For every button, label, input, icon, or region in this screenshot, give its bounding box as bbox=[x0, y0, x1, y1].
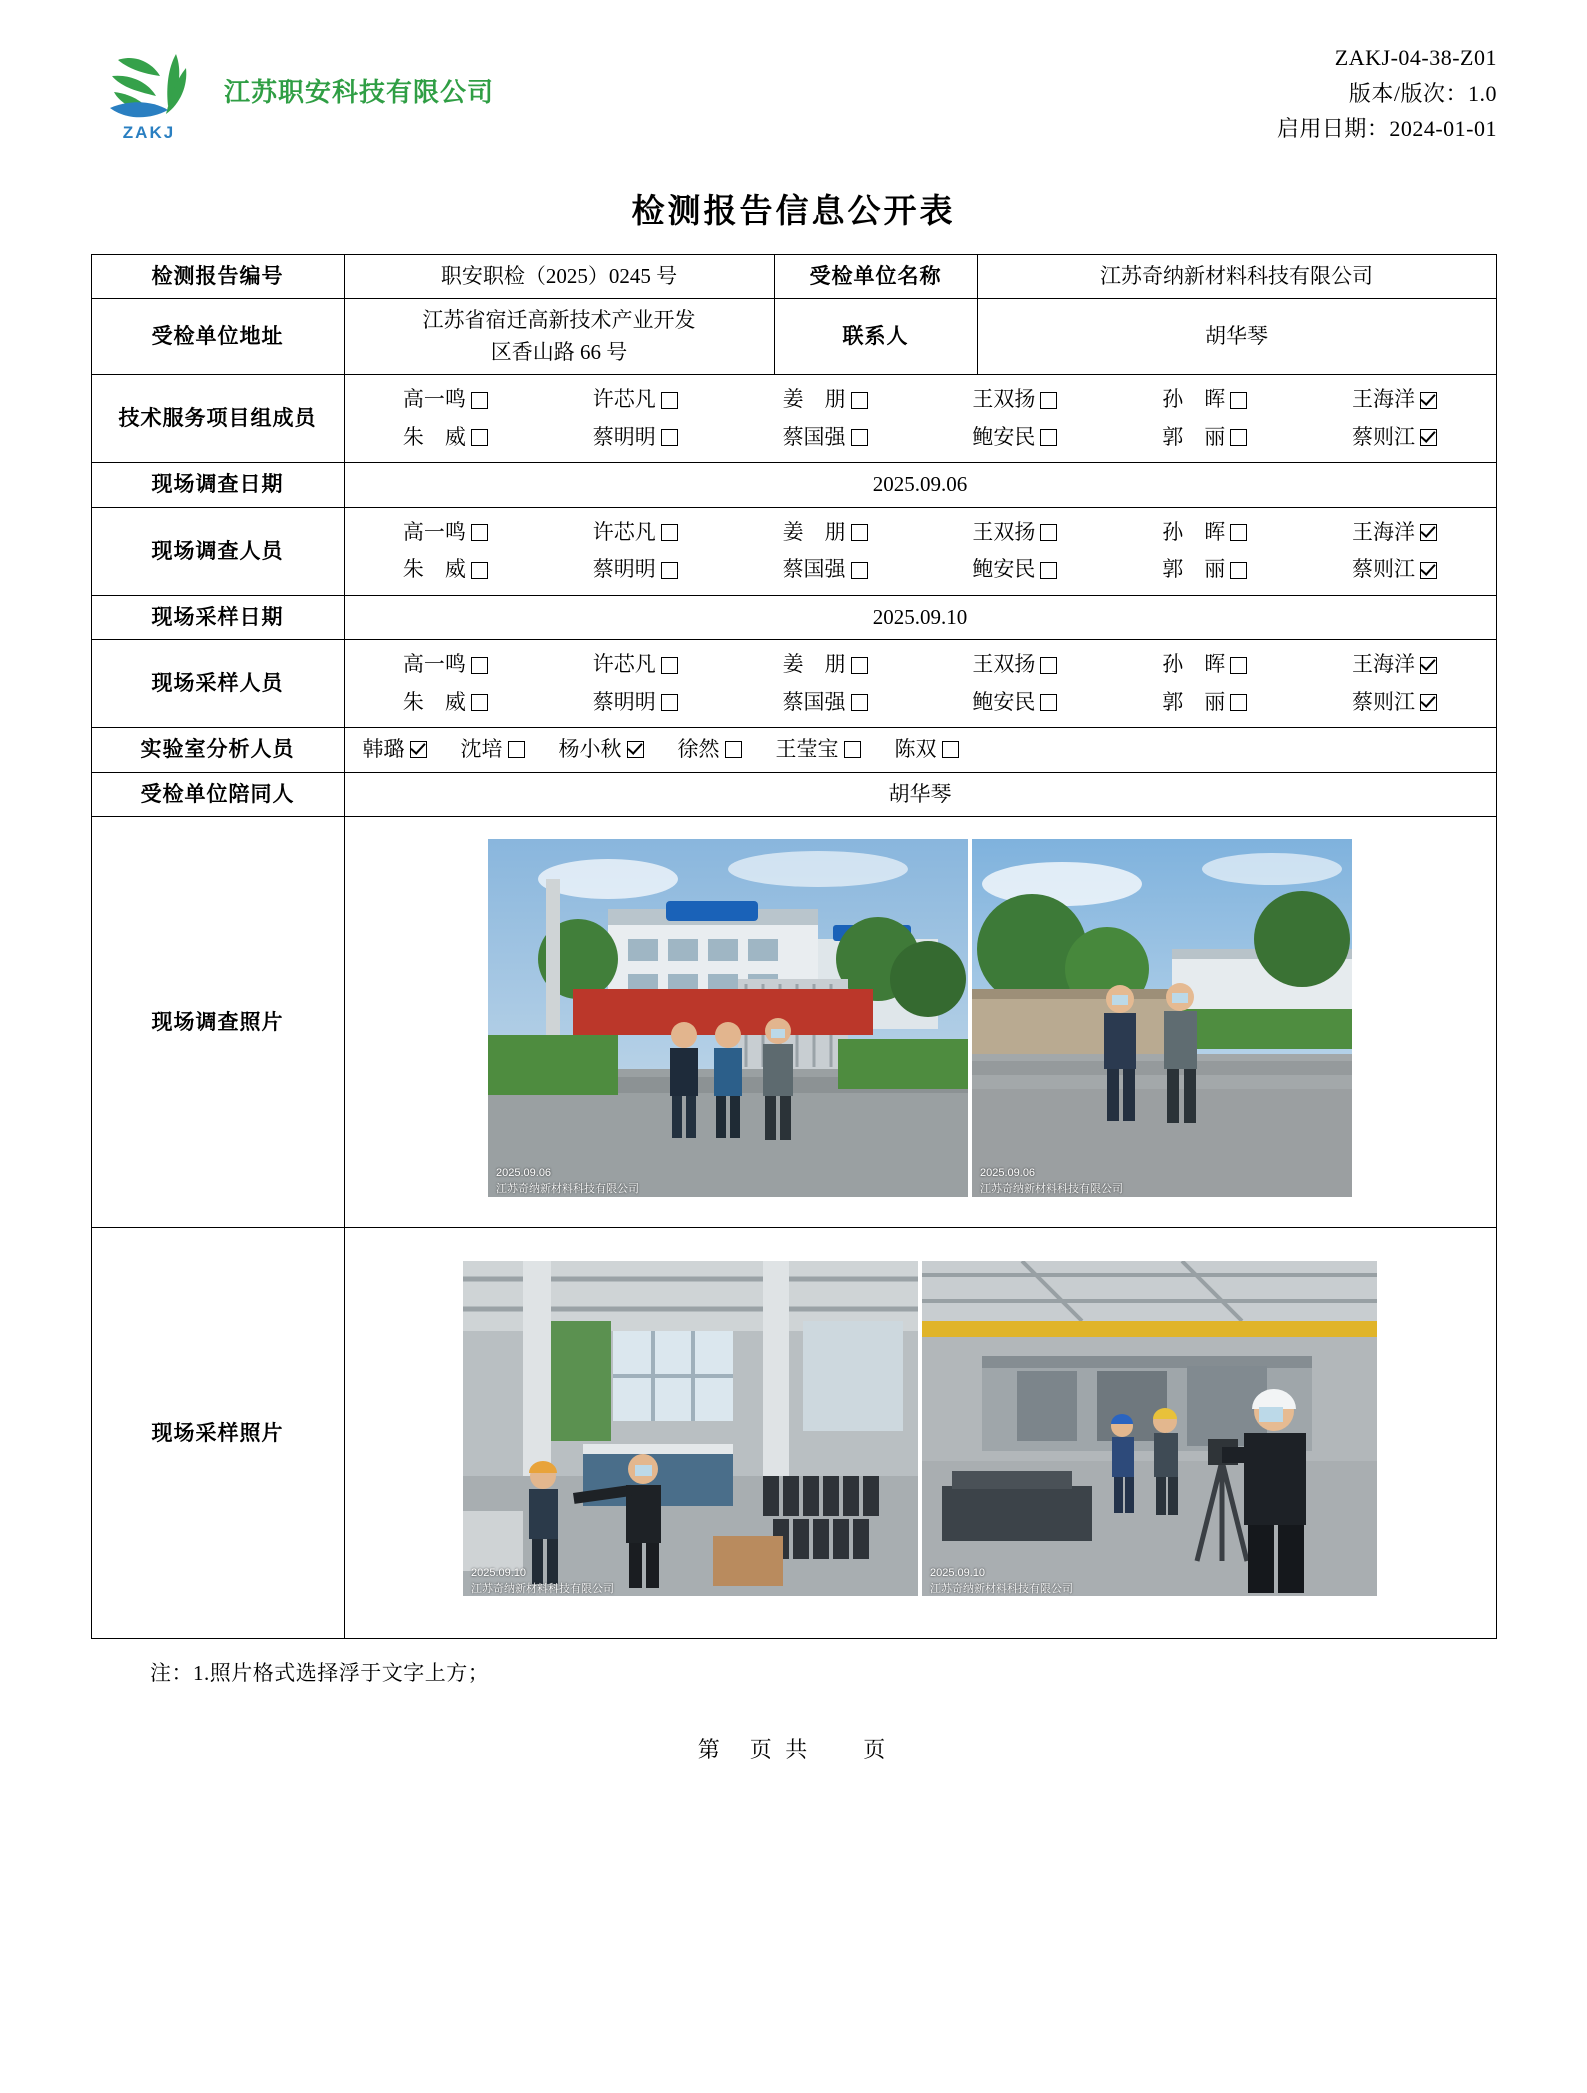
survey-member[interactable] bbox=[540, 514, 730, 552]
survey-member[interactable] bbox=[920, 551, 1110, 589]
sampling-member[interactable] bbox=[1300, 646, 1490, 684]
team-row-2 bbox=[351, 419, 1490, 457]
label-sampling-people: 现场采样人员 bbox=[91, 640, 344, 728]
team-member[interactable] bbox=[351, 419, 541, 457]
table-row-address bbox=[91, 299, 1496, 375]
team-member-checklist bbox=[344, 375, 1496, 463]
lab-member[interactable] bbox=[461, 734, 525, 766]
label-survey-people: 现场调查人员 bbox=[91, 507, 344, 595]
value-client-name: 江苏奇纳新材料科技有限公司 bbox=[977, 254, 1496, 299]
checkbox[interactable] bbox=[844, 741, 861, 758]
checkbox[interactable] bbox=[661, 429, 678, 446]
value-sampling-date: 2025.09.10 bbox=[344, 595, 1496, 640]
survey-row-1 bbox=[351, 514, 1490, 552]
doc-effective-date: 启用日期：2024-01-01 bbox=[1276, 116, 1497, 142]
member-name: 蔡国强 bbox=[782, 424, 846, 449]
checkbox[interactable] bbox=[1420, 524, 1437, 541]
value-report-no: 职安职检（2025）0245 号 bbox=[344, 254, 774, 299]
checkbox[interactable] bbox=[1230, 392, 1247, 409]
member-name: 徐然 bbox=[677, 737, 720, 762]
team-row-1 bbox=[351, 381, 1490, 419]
company-name: 江苏职安科技有限公司 bbox=[224, 77, 495, 107]
checkbox[interactable] bbox=[851, 694, 868, 711]
survey-member[interactable] bbox=[1110, 551, 1300, 589]
table-row-escort bbox=[91, 772, 1496, 817]
sampling-people-checklist bbox=[344, 640, 1496, 728]
page-title: 检测报告信息公开表 bbox=[631, 193, 956, 230]
member-name: 蔡则江 bbox=[1352, 557, 1416, 582]
value-survey-date: 2025.09.06 bbox=[344, 463, 1496, 508]
table-row-report-no bbox=[91, 254, 1496, 299]
photo-caption: 江苏奇纳新材料科技有限公司 bbox=[471, 1582, 614, 1595]
checkbox[interactable] bbox=[1230, 562, 1247, 579]
table-row-survey-photos bbox=[91, 817, 1496, 1228]
member-name: 蔡国强 bbox=[782, 689, 846, 714]
checkbox[interactable] bbox=[1420, 429, 1437, 446]
checkbox[interactable] bbox=[508, 741, 525, 758]
team-member[interactable] bbox=[1110, 381, 1300, 419]
footer-note: 注：1.照片格式选择浮于文字上方； bbox=[150, 1661, 490, 1686]
photo-stamp bbox=[471, 1566, 614, 1598]
checkbox[interactable] bbox=[627, 741, 644, 758]
page-number: 第 页 共 页 bbox=[697, 1737, 890, 1763]
checkbox[interactable] bbox=[851, 392, 868, 409]
lab-member[interactable] bbox=[678, 734, 742, 766]
member-name: 王双扬 bbox=[972, 652, 1036, 677]
member-name: 孙 晖 bbox=[1162, 519, 1226, 544]
table-row-sampling-people bbox=[91, 640, 1496, 728]
photo-caption: 江苏奇纳新材料科技有限公司 bbox=[496, 1183, 639, 1196]
sampling-row-2 bbox=[351, 684, 1490, 722]
team-member[interactable] bbox=[1110, 419, 1300, 457]
checkbox[interactable] bbox=[1420, 392, 1437, 409]
member-name: 蔡则江 bbox=[1352, 424, 1416, 449]
photo-stamp bbox=[930, 1566, 1073, 1598]
client-address-line1: 江苏省宿迁高新技术产业开发 bbox=[422, 308, 696, 333]
value-client-address bbox=[344, 299, 774, 375]
checkbox[interactable] bbox=[1420, 562, 1437, 579]
member-name: 许芯凡 bbox=[592, 519, 656, 544]
survey-member[interactable] bbox=[920, 514, 1110, 552]
member-name: 许芯凡 bbox=[592, 387, 656, 412]
report-info-table bbox=[91, 254, 1497, 1640]
label-lab-people: 实验室分析人员 bbox=[91, 728, 344, 773]
table-row-team bbox=[91, 375, 1496, 463]
label-survey-date: 现场调查日期 bbox=[91, 463, 344, 508]
lab-member[interactable] bbox=[363, 734, 427, 766]
lab-member[interactable] bbox=[776, 734, 861, 766]
checkbox[interactable] bbox=[471, 392, 488, 409]
lab-people-checklist bbox=[344, 728, 1496, 773]
checkbox[interactable] bbox=[1040, 694, 1057, 711]
sampling-photo-2 bbox=[922, 1261, 1377, 1606]
checkbox[interactable] bbox=[1230, 524, 1247, 541]
checkbox[interactable] bbox=[661, 694, 678, 711]
checkbox[interactable] bbox=[1040, 429, 1057, 446]
team-member[interactable] bbox=[1300, 381, 1490, 419]
checkbox[interactable] bbox=[471, 429, 488, 446]
member-name: 姜 朋 bbox=[782, 519, 846, 544]
member-name: 王海洋 bbox=[1352, 519, 1416, 544]
survey-member[interactable] bbox=[351, 514, 541, 552]
team-member[interactable] bbox=[730, 381, 920, 419]
member-name: 郭 丽 bbox=[1162, 424, 1226, 449]
checkbox[interactable] bbox=[851, 429, 868, 446]
table-row-sampling-date bbox=[91, 595, 1496, 640]
document-header bbox=[90, 0, 1497, 147]
member-name: 蔡明明 bbox=[592, 689, 656, 714]
label-sampling-photos: 现场采样照片 bbox=[91, 1228, 344, 1639]
team-member[interactable] bbox=[920, 419, 1110, 457]
checkbox[interactable] bbox=[1420, 694, 1437, 711]
label-team: 技术服务项目组成员 bbox=[91, 375, 344, 463]
sampling-photo-1 bbox=[463, 1261, 918, 1606]
label-survey-photos: 现场调查照片 bbox=[91, 817, 344, 1228]
checkbox[interactable] bbox=[471, 562, 488, 579]
survey-photo-cell bbox=[344, 817, 1496, 1228]
company-logo-icon bbox=[90, 34, 208, 146]
sampling-photo-cell bbox=[344, 1228, 1496, 1639]
sampling-member[interactable] bbox=[730, 684, 920, 722]
photo-date: 2025.09.06 bbox=[496, 1167, 552, 1180]
sampling-member[interactable] bbox=[351, 646, 541, 684]
photo-date: 2025.09.06 bbox=[980, 1167, 1036, 1180]
member-name: 许芯凡 bbox=[592, 652, 656, 677]
photo-date: 2025.09.10 bbox=[471, 1566, 527, 1579]
checkbox[interactable] bbox=[1230, 429, 1247, 446]
member-name: 蔡明明 bbox=[592, 557, 656, 582]
label-escort: 受检单位陪同人 bbox=[91, 772, 344, 817]
member-name: 朱 威 bbox=[402, 424, 466, 449]
survey-row-2 bbox=[351, 551, 1490, 589]
member-name: 朱 威 bbox=[402, 689, 466, 714]
sampling-member[interactable] bbox=[920, 646, 1110, 684]
survey-member[interactable] bbox=[351, 551, 541, 589]
survey-people-checklist bbox=[344, 507, 1496, 595]
label-report-no: 检测报告编号 bbox=[91, 254, 344, 299]
sampling-member[interactable] bbox=[1110, 646, 1300, 684]
checkbox[interactable] bbox=[1230, 694, 1247, 711]
checkbox[interactable] bbox=[661, 524, 678, 541]
checkbox[interactable] bbox=[851, 524, 868, 541]
member-name: 高一鸣 bbox=[402, 387, 466, 412]
checkbox[interactable] bbox=[1040, 524, 1057, 541]
member-name: 王双扬 bbox=[972, 387, 1036, 412]
checkbox[interactable] bbox=[725, 741, 742, 758]
member-name: 王莹宝 bbox=[775, 737, 839, 762]
team-member[interactable] bbox=[540, 419, 730, 457]
member-name: 姜 朋 bbox=[782, 652, 846, 677]
member-name: 鲍安民 bbox=[972, 557, 1036, 582]
value-contact: 胡华琴 bbox=[977, 299, 1496, 375]
label-client-name: 受检单位名称 bbox=[774, 254, 977, 299]
member-name: 鲍安民 bbox=[972, 424, 1036, 449]
member-name: 郭 丽 bbox=[1162, 557, 1226, 582]
photo-caption: 江苏奇纳新材料科技有限公司 bbox=[930, 1582, 1073, 1595]
checkbox[interactable] bbox=[410, 741, 427, 758]
member-name: 韩璐 bbox=[362, 737, 405, 762]
member-name: 蔡国强 bbox=[782, 557, 846, 582]
photo-stamp bbox=[496, 1166, 639, 1198]
checkbox[interactable] bbox=[1040, 562, 1057, 579]
team-member[interactable] bbox=[351, 381, 541, 419]
member-name: 沈培 bbox=[460, 737, 503, 762]
sampling-member[interactable] bbox=[920, 684, 1110, 722]
sampling-member[interactable] bbox=[730, 646, 920, 684]
checkbox[interactable] bbox=[1040, 392, 1057, 409]
checkbox[interactable] bbox=[1040, 657, 1057, 674]
member-name: 高一鸣 bbox=[402, 519, 466, 544]
checkbox[interactable] bbox=[851, 657, 868, 674]
photo-stamp bbox=[980, 1166, 1123, 1198]
sampling-member[interactable] bbox=[540, 646, 730, 684]
sampling-row-1 bbox=[351, 646, 1490, 684]
table-row-survey-date bbox=[91, 463, 1496, 508]
label-sampling-date: 现场采样日期 bbox=[91, 595, 344, 640]
value-escort: 胡华琴 bbox=[344, 772, 1496, 817]
survey-member[interactable] bbox=[1110, 514, 1300, 552]
photo-date: 2025.09.10 bbox=[930, 1566, 986, 1579]
table-row-survey-people bbox=[91, 507, 1496, 595]
checkbox[interactable] bbox=[471, 657, 488, 674]
member-name: 孙 晖 bbox=[1162, 652, 1226, 677]
table-row-lab-people bbox=[91, 728, 1496, 773]
checkbox[interactable] bbox=[942, 741, 959, 758]
member-name: 王双扬 bbox=[972, 519, 1036, 544]
member-name: 朱 威 bbox=[402, 557, 466, 582]
doc-version: 版本/版次：1.0 bbox=[1348, 80, 1497, 106]
survey-member[interactable] bbox=[730, 514, 920, 552]
lab-member[interactable] bbox=[895, 734, 959, 766]
checkbox[interactable] bbox=[661, 562, 678, 579]
sampling-member[interactable] bbox=[1300, 684, 1490, 722]
survey-photo-1 bbox=[488, 839, 968, 1207]
team-member[interactable] bbox=[730, 419, 920, 457]
survey-member[interactable] bbox=[1300, 551, 1490, 589]
survey-member[interactable] bbox=[540, 551, 730, 589]
checkbox[interactable] bbox=[661, 392, 678, 409]
checkbox[interactable] bbox=[1230, 657, 1247, 674]
checkbox[interactable] bbox=[471, 524, 488, 541]
survey-member[interactable] bbox=[1300, 514, 1490, 552]
member-name: 蔡明明 bbox=[592, 424, 656, 449]
checkbox[interactable] bbox=[851, 562, 868, 579]
member-name: 王海洋 bbox=[1352, 652, 1416, 677]
survey-member[interactable] bbox=[730, 551, 920, 589]
checkbox[interactable] bbox=[1420, 657, 1437, 674]
team-member[interactable] bbox=[920, 381, 1110, 419]
label-client-address: 受检单位地址 bbox=[91, 299, 344, 375]
label-contact: 联系人 bbox=[774, 299, 977, 375]
member-name: 孙 晖 bbox=[1162, 387, 1226, 412]
photo-caption: 江苏奇纳新材料科技有限公司 bbox=[980, 1183, 1123, 1196]
member-name: 高一鸣 bbox=[402, 652, 466, 677]
survey-photo-2 bbox=[972, 839, 1352, 1207]
checkbox[interactable] bbox=[471, 694, 488, 711]
table-row-sampling-photos bbox=[91, 1228, 1496, 1639]
svg-text:ZAKJ: ZAKJ bbox=[122, 123, 176, 142]
team-member[interactable] bbox=[1300, 419, 1490, 457]
brand-block bbox=[90, 34, 494, 146]
member-name: 蔡则江 bbox=[1352, 689, 1416, 714]
member-name: 杨小秋 bbox=[558, 737, 622, 762]
team-member[interactable] bbox=[540, 381, 730, 419]
sampling-member[interactable] bbox=[351, 684, 541, 722]
checkbox[interactable] bbox=[661, 657, 678, 674]
client-address-line2: 区香山路 66 号 bbox=[490, 339, 628, 364]
member-name: 王海洋 bbox=[1352, 387, 1416, 412]
sampling-member[interactable] bbox=[540, 684, 730, 722]
member-name: 鲍安民 bbox=[972, 689, 1036, 714]
sampling-member[interactable] bbox=[1110, 684, 1300, 722]
member-name: 陈双 bbox=[894, 737, 937, 762]
lab-member[interactable] bbox=[559, 734, 644, 766]
member-name: 郭 丽 bbox=[1162, 689, 1226, 714]
member-name: 姜 朋 bbox=[782, 387, 846, 412]
doc-code: ZAKJ-04-38-Z01 bbox=[1334, 45, 1497, 70]
header-meta bbox=[1277, 34, 1497, 147]
